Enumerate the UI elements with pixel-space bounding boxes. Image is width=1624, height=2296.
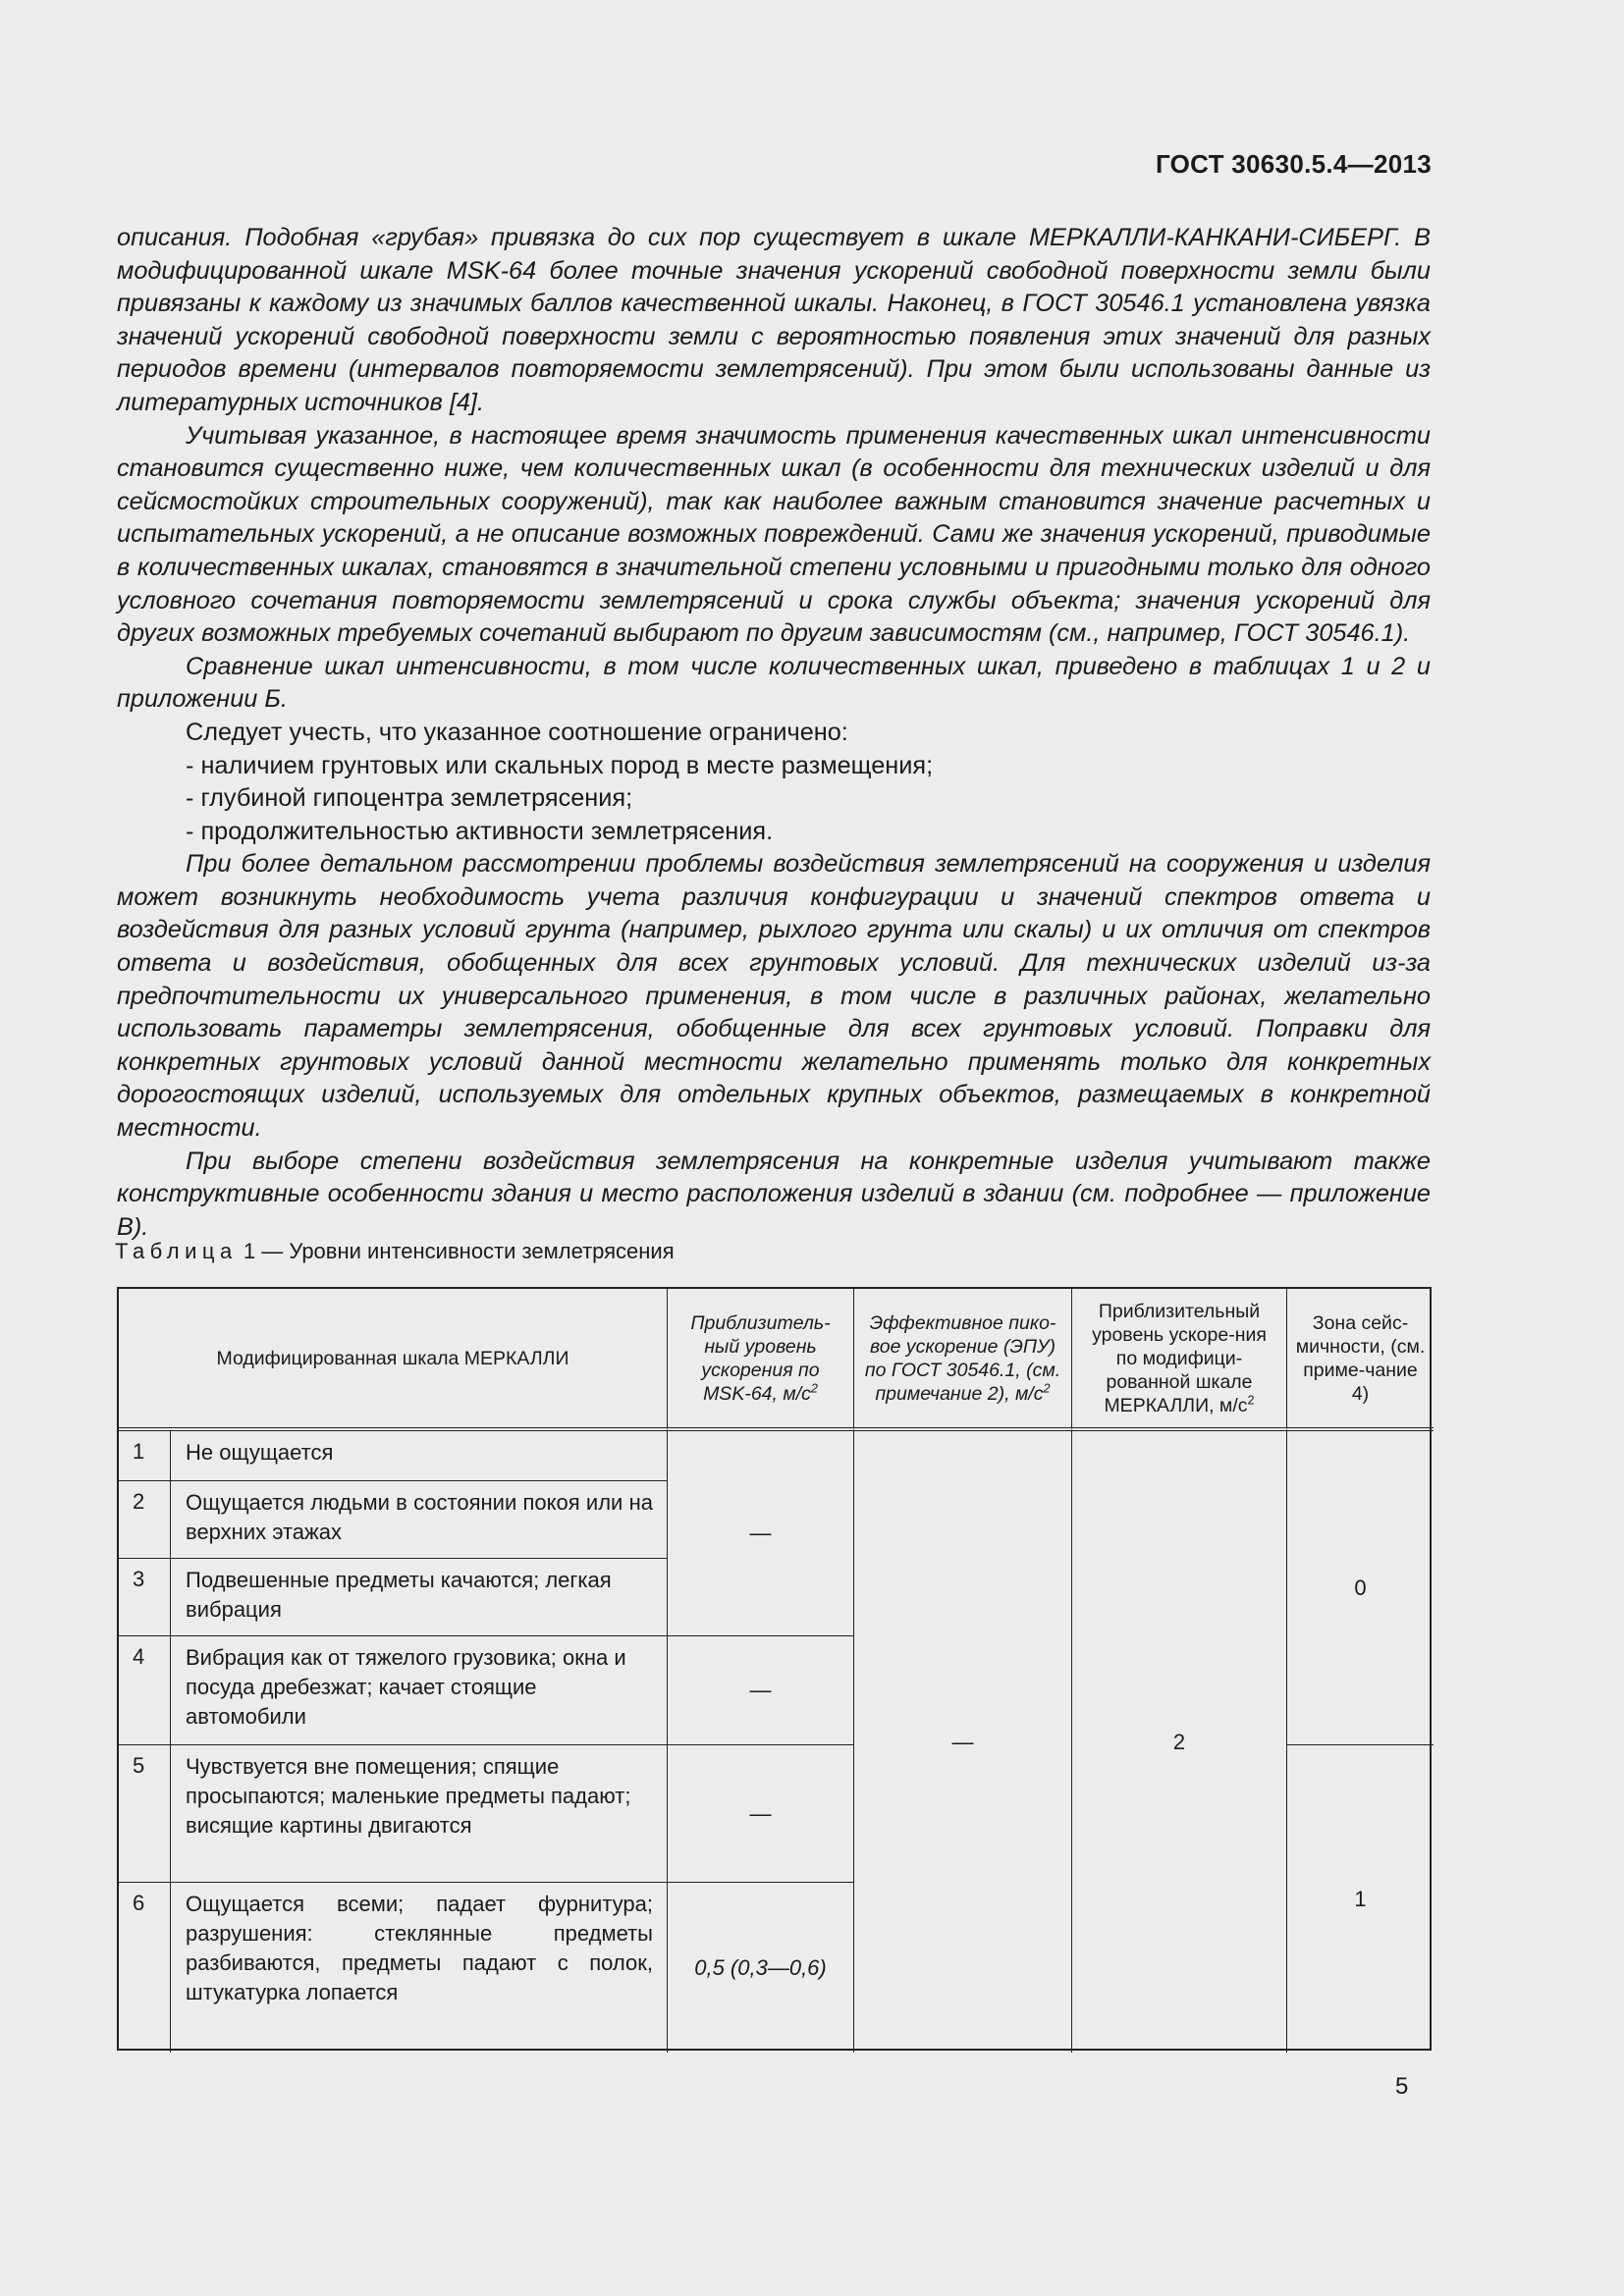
list-item: - наличием грунтовых или скальных пород в месте размещения;	[186, 751, 934, 779]
row-number: 4	[119, 1636, 171, 1745]
row-description: Не ощущается	[171, 1431, 668, 1481]
zone-value-rows-5-6: 1	[1354, 1886, 1367, 1911]
msk-value-row-4: —	[668, 1636, 854, 1745]
row-description: Ощущается всеми; падает фурнитура; разрушения: стеклянные предметы разбиваются, предметы падают с полок, штукатурка лопается	[171, 1883, 668, 2053]
row-number: 6	[119, 1883, 171, 2053]
msk-value-row-6: 0,5 (0,3—0,6)	[668, 1883, 854, 2053]
row-description: Ощущается людьми в состоянии покоя или на верхних этажах	[171, 1481, 668, 1559]
msk-value-row-5: —	[668, 1745, 854, 1883]
body-text	[117, 222, 1431, 1244]
header-msk-acceleration: Приблизитель-ный уровень ускорения по MSK-64, $м/с^2$	[668, 1289, 854, 1431]
header-scale: Модифицированная шкала МЕРКАЛЛИ	[119, 1289, 668, 1431]
row-number: 5	[119, 1745, 171, 1883]
header-seismic-zone: Зона сейс-мичности, (см. приме-чание 4)	[1287, 1289, 1434, 1431]
list-item: - продолжительностью активности землетрясения.	[186, 817, 774, 845]
paragraph: Сравнение шкал интенсивности, в том числе количественных шкал, приведено в таблицах 1 и 2 и приложении Б.	[117, 652, 1431, 714]
header-epu-acceleration: Эффективное пико-вое ускорение (ЭПУ) по ГОСТ 30546.1, (см. примечание 2), $м/с^2$	[854, 1289, 1072, 1431]
intensity-table	[117, 1287, 1432, 2051]
mercalli-value: 2	[1072, 1431, 1287, 2053]
list-item: - глубиной гипоцентра землетрясения;	[186, 784, 633, 813]
row-description: Чувствуется вне помещения; спящие просыпаются; маленькие предметы падают; висящие картины двигаются	[171, 1745, 668, 1883]
page-number: 5	[1395, 2073, 1409, 2100]
msk-value-rows-1-3: —	[668, 1431, 854, 1636]
paragraph: Следует учесть, что указанное соотношение ограничено:	[186, 718, 848, 746]
table-caption	[115, 1239, 675, 1264]
header-mercalli-acceleration: Приблизительный уровень ускоре-ния по модифици-рованной шкале МЕРКАЛЛИ, $м/с^2$	[1072, 1289, 1287, 1431]
paragraph: При более детальном рассмотрении проблемы воздействия землетрясений на сооружения и изделия может возникнуть необходимость учета различия конфигурации и значений спектров ответа и воздействия для разных условий грунта (например, рыхлого грунта или скалы) и их отличия от спектров ответа и воздействия, обобщенных для всех грунтовых условий. Для технических изделий из-за предпочтительности их универсального применения, в том числе в различных районах, желательно использовать параметры землетрясения, обобщенные для всех грунтовых условий. Поправки для конкретных грунтовых условий данной местности желательно применять только для конкретных дорогостоящих изделий, используемых для отдельных крупных объектов, размещаемых в конкретной местности.	[117, 850, 1431, 1143]
document-header: ГОСТ 30630.5.4—2013	[1155, 149, 1432, 179]
row-number: 1	[119, 1431, 171, 1481]
table-caption-label: Таблица	[115, 1239, 238, 1263]
paragraph: Учитывая указанное, в настоящее время значимость применения качественных шкал интенсивности становится существенно ниже, чем количественных шкал (в особенности для технических изделий и для сейсмостойких строительных сооружений), так как наиболее важным становится значение расчетных и испытательных ускорений, а не описание возможных повреждений. Сами же значения ускорений, приводимые в количественных шкалах, становятся в значительной степени условными и пригодными только для одного условного сочетания повторяемости землетрясений и срока службы объекта; значения ускорений для других возможных требуемых сочетаний выбирают по другим зависимостям (см., например, ГОСТ 30546.1).	[117, 421, 1431, 648]
paragraph: описания. Подобная «грубая» привязка до сих пор существует в шкале МЕРКАЛЛИ-КАНКАНИ-СИБЕРГ. В модифицированной шкале MSK-64 более точные значения ускорений свободной поверхности земли были привязаны к каждому из значимых баллов качественной шкалы. Наконец, в ГОСТ 30546.1 установлена увязка значений ускорений свободной поверхности земли с вероятностью появления этих значений для разных периодов времени (интервалов повторяемости землетрясений). При этом были использованы данные из литературных источников [4].	[117, 224, 1431, 416]
row-description: Вибрация как от тяжелого грузовика; окна и посуда дребезжат; качает стоящие автомобили	[171, 1636, 668, 1745]
row-number: 2	[119, 1481, 171, 1559]
epu-value: —	[854, 1431, 1072, 2053]
row-number: 3	[119, 1559, 171, 1636]
paragraph: При выборе степени воздействия землетрясения на конкретные изделия учитывают также конструктивные особенности здания и место расположения изделий в здании (см. подробнее — приложение В).	[117, 1147, 1431, 1241]
table-caption-title: 1 — Уровни интенсивности землетрясения	[237, 1239, 675, 1263]
zone-value-rows-1-4: 0	[1287, 1431, 1434, 1745]
row-description: Подвешенные предметы качаются; легкая вибрация	[171, 1559, 668, 1636]
